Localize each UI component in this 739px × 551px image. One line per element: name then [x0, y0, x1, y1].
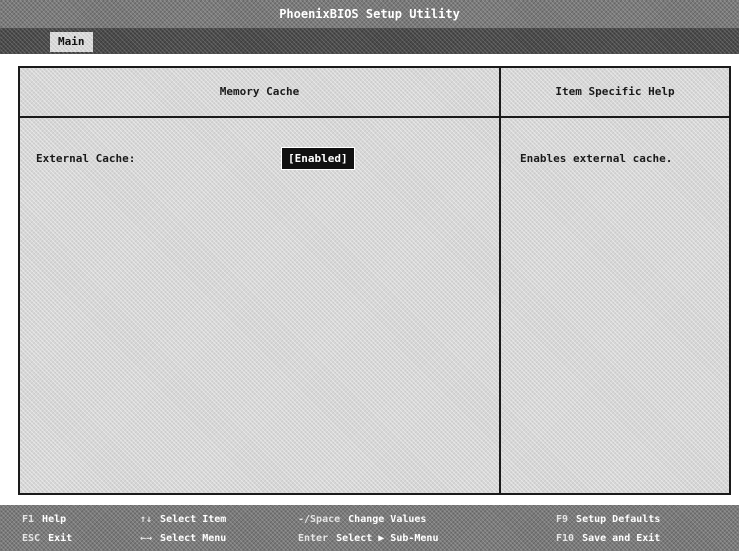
main-panel [18, 66, 731, 495]
footer-key-change-values [298, 514, 426, 525]
footer-key-label: ESC [22, 533, 41, 544]
panel-divider-vertical [499, 68, 501, 493]
title-bar [0, 0, 739, 28]
footer-key-setup-defaults [556, 514, 660, 525]
footer-key-label: F9 [556, 514, 569, 525]
external-cache-value[interactable]: [Enabled] [282, 148, 354, 169]
footer-key-label: ←→ [140, 533, 153, 544]
footer-key-select-submenu [298, 533, 438, 544]
footer-key-label: F1 [22, 514, 35, 525]
footer-key-desc: Save and Exit [582, 533, 661, 544]
footer-key-label: F10 [556, 533, 575, 544]
page-title: Memory Cache [219, 85, 300, 98]
footer-key-select-menu [140, 533, 226, 544]
footer-key-label: Enter [298, 533, 329, 544]
tab-main[interactable] [50, 32, 93, 52]
footer-key-desc: Exit [48, 533, 73, 544]
footer-key-label: ↑↓ [140, 514, 153, 525]
external-cache-label: External Cache: [36, 152, 136, 165]
footer-key-label: -/Space [298, 514, 341, 525]
footer-key-select-item [140, 514, 226, 525]
footer-key-desc: Select ▶ Sub-Menu [336, 533, 439, 544]
help-title: Item Specific Help [555, 85, 675, 98]
footer-bar [0, 505, 739, 551]
footer-key-desc: Help [42, 514, 67, 525]
footer-key-desc: Change Values [348, 514, 427, 525]
help-text: Enables external cache. [520, 152, 673, 165]
footer-key-desc: Select Item [160, 514, 227, 525]
footer-key-help [22, 514, 66, 525]
menu-bar [0, 28, 739, 54]
tab-main-label: Main [58, 35, 85, 48]
panel-divider-horizontal [20, 116, 729, 118]
footer-key-desc: Select Menu [160, 533, 227, 544]
footer-key-save-exit [556, 533, 660, 544]
app-title: PhoenixBIOS Setup Utility [279, 7, 460, 21]
footer-key-desc: Setup Defaults [576, 514, 661, 525]
menu-bar-background [0, 28, 739, 54]
footer-key-exit [22, 533, 72, 544]
